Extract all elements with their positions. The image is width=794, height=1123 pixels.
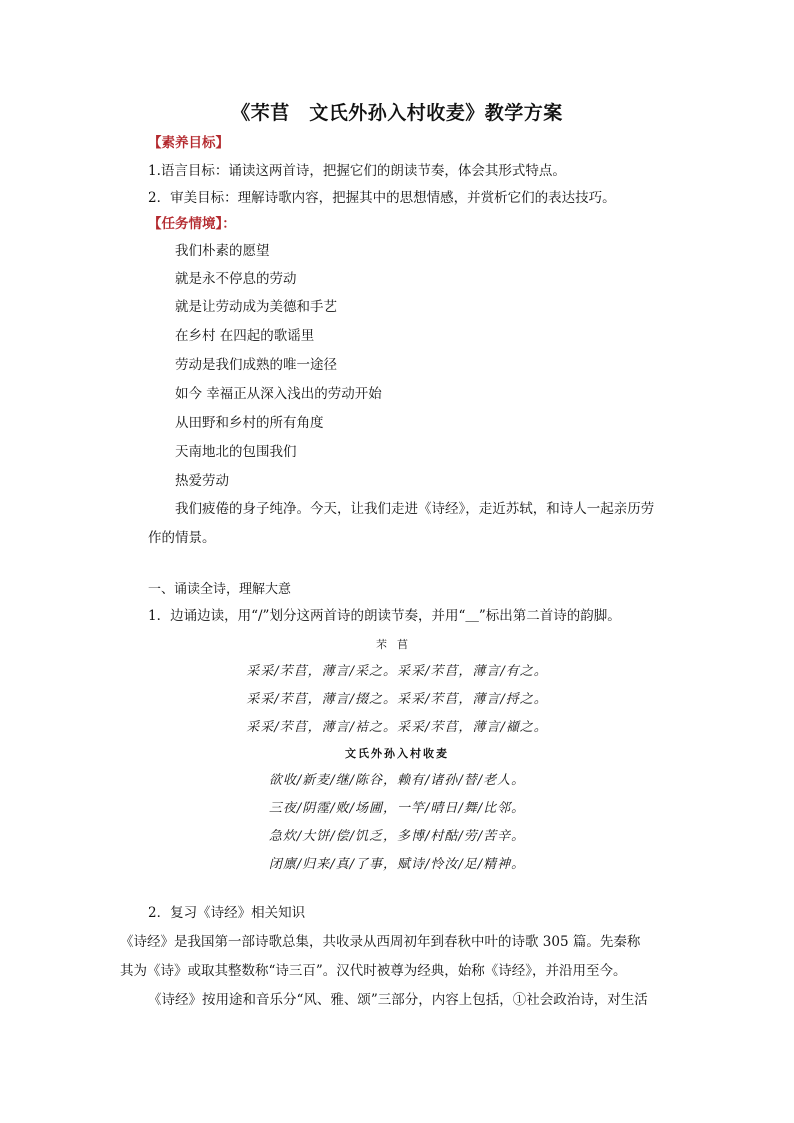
scenario-poem-line: 从田野和乡村的所有角度 — [175, 415, 324, 431]
scenario-paragraph-line: 我们疲倦的身子纯净。今天，让我们走进《诗经》，走近苏轼，和诗人一起亲历劳 — [175, 501, 655, 517]
poem2-line: 闭廪/归来/真/了事，赋诗/怜汝/足/精神。 — [268, 857, 526, 872]
poem2-line: 三夜/阴霪/败/场圃，一竿/晴日/舞/比邻。 — [268, 801, 526, 816]
goal-item-language: 1.语言目标：诵读这两首诗，把握它们的朗读节奏，体会其形式特点。 — [148, 163, 566, 179]
paragraph-line: 《诗经》按用途和音乐分“风、雅、颂”三部分，内容上包括，①社会政治诗，对生活 — [148, 992, 648, 1008]
task-item-2: 2．复习《诗经》相关知识 — [148, 905, 306, 921]
paragraph-line: 《诗经》是我国第一部诗歌总集，共收录从西周初年到春秋中叶的诗歌 305 篇。先秦称 — [120, 934, 641, 950]
goals-heading: 【素养目标】 — [148, 135, 229, 151]
scenario-poem-line: 就是永不停息的劳动 — [175, 271, 297, 287]
task-item-1: 1．边诵边读，用“/”划分这两首诗的朗读节奏，并用“＿”标出第二首诗的韵脚。 — [148, 608, 621, 624]
scenario-paragraph-line: 作的情景。 — [148, 530, 216, 546]
scenario-poem-line: 劳动是我们成熟的唯一途径 — [175, 357, 337, 373]
scenario-poem-line: 在乡村 在四起的歌谣里 — [175, 328, 315, 344]
paragraph-line: 其为《诗》或取其整数称“诗三百”。汉代时被尊为经典，始称《诗经》，并沿用至今。 — [120, 963, 627, 979]
poem2-title: 文氏外孙入村收麦 — [345, 747, 449, 760]
scenario-poem-line: 如今 幸福正从深入浅出的劳动开始 — [175, 386, 382, 402]
poem1-line: 采采/芣苢，薄言/采之。采采/芣苢，薄言/有之。 — [246, 664, 548, 679]
section-heading: 一、诵读全诗，理解大意 — [148, 582, 292, 597]
goal-item-aesthetic: 2．审美目标：理解诗歌内容，把握其中的思想情感，并赏析它们的表达技巧。 — [148, 190, 616, 206]
poem1-title: 芣苢 — [376, 638, 418, 651]
page-title: 《芣苢 文氏外孙入村收麦》教学方案 — [231, 102, 563, 124]
scenario-poem-line: 天南地北的包围我们 — [175, 444, 297, 460]
scenario-heading: 【任务情境】： — [148, 216, 236, 232]
poem2-line: 欲收/新麦/继/陈谷，赖有/诸孙/替/老人。 — [268, 773, 526, 788]
scenario-poem-line: 就是让劳动成为美德和手艺 — [175, 299, 337, 315]
scenario-poem-line: 我们朴素的愿望 — [175, 243, 270, 259]
scenario-poem-line: 热爱劳动 — [175, 473, 229, 489]
poem1-line: 采采/芣苢，薄言/袺之。采采/芣苢，薄言/襭之。 — [246, 720, 548, 735]
poem2-line: 急炊/大饼/偿/饥乏，多博/村酤/劳/苦辛。 — [268, 829, 526, 844]
poem1-line: 采采/芣苢，薄言/掇之。采采/芣苢，薄言/捋之。 — [246, 692, 548, 707]
